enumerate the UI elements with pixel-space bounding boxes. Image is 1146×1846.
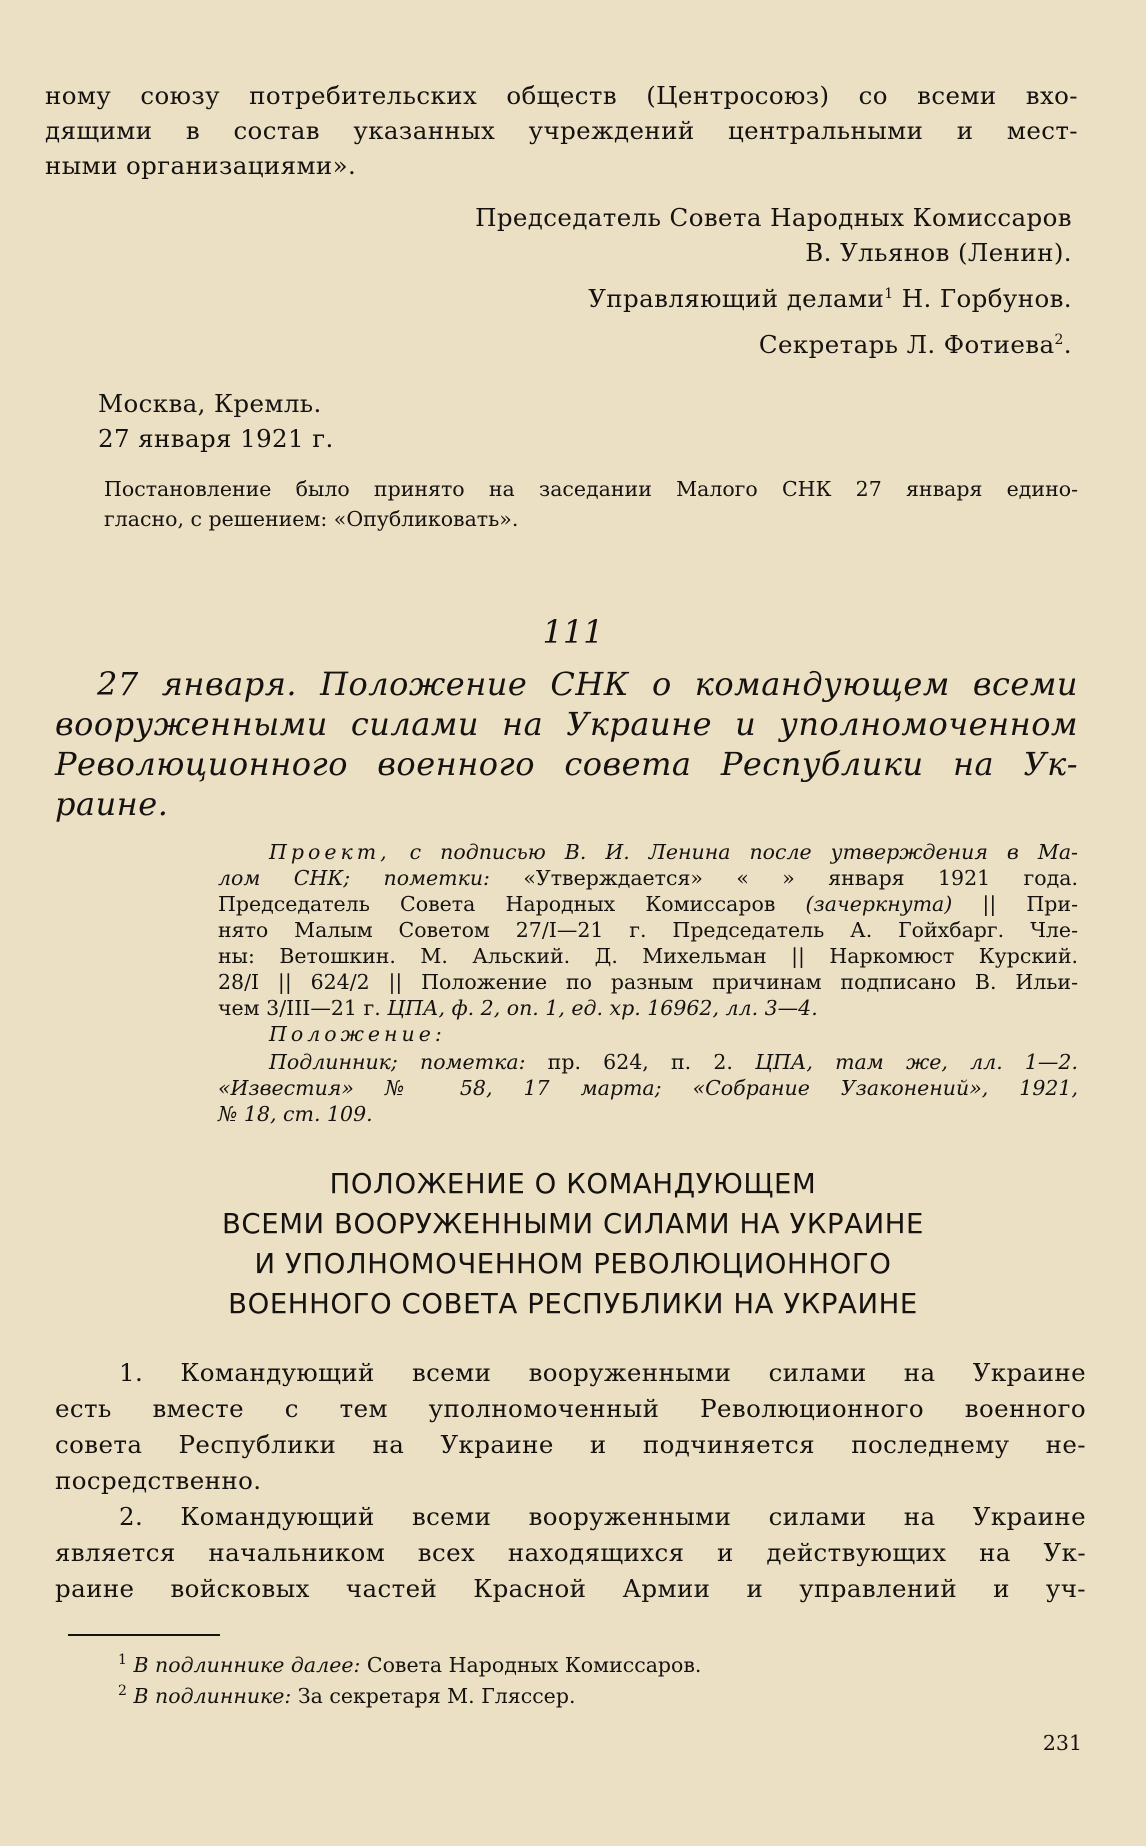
footnote-2-text: За секретаря М. Гляссер. xyxy=(291,1683,576,1708)
source-line-2 xyxy=(218,866,1078,890)
doc-title-line-4: раине. xyxy=(55,785,169,823)
chairman-title: Председатель Совета Народных Комиссаров xyxy=(475,203,1072,232)
manager-name: Н. Горбунов. xyxy=(901,284,1072,313)
source-line-7-ital: ЦПА, ф. 2, оп. 1, ед. хр. 16962, лл. 3—4. xyxy=(387,996,818,1020)
body-p1-line-3: совета Республики на Украине и подчиняется последнему не- xyxy=(55,1430,1086,1459)
footnote-1-ital: В подлиннике далее: xyxy=(133,1652,361,1677)
body-p2-line-1: 2. Командующий всеми вооруженными силами на Украине xyxy=(119,1502,1086,1531)
source-line-9 xyxy=(269,1050,1078,1074)
continuation-line-1: ному союзу потребительских обществ (Центросоюз) со всеми вхо- xyxy=(45,81,1078,110)
secretary-signature xyxy=(759,330,1072,359)
doc-title-line-2: вооруженными силами на Украине и уполномоченном xyxy=(55,705,1078,743)
secretary-text: Секретарь Л. Фотиева xyxy=(758,330,1055,359)
page-number: 231 xyxy=(1042,1731,1082,1755)
continuation-line-2: дящими в состав указанных учреждений центральными и мест- xyxy=(45,116,1078,145)
source-line-9-b: пр. 624, п. 2. xyxy=(525,1050,756,1074)
footnote-2 xyxy=(118,1683,575,1708)
manager-title: Управляющий делами xyxy=(588,284,885,313)
body-p2-line-2: является начальником всех находящихся и действующих на Ук- xyxy=(55,1538,1086,1567)
source-line-3-a: Председатель Совета Народных Комиссаров xyxy=(218,892,806,916)
footnote-2-ital: В подлиннике: xyxy=(133,1683,292,1708)
source-line-2-ital: лом СНК; пометки: xyxy=(218,866,490,890)
source-line-8: Положение: xyxy=(269,1022,446,1046)
caps-title-line-1: ПОЛОЖЕНИЕ О КОМАНДУЮЩЕМ xyxy=(329,1168,817,1200)
footnote-1-text: Совета Народных Комиссаров. xyxy=(360,1652,702,1677)
source-line-2-rest: «Утверждается» « » января 1921 года. xyxy=(489,866,1078,890)
body-p1-line-4: посредственно. xyxy=(55,1466,262,1495)
caps-title-line-2: ВСЕМИ ВООРУЖЕННЫМИ СИЛАМИ НА УКРАИНЕ xyxy=(221,1208,925,1240)
source-line-9-ital-c: ЦПА, там же, лл. 1—2. xyxy=(755,1050,1078,1074)
source-line-10: «Известия» № 58, 17 марта; «Собрание Узаконений», 1921, xyxy=(218,1076,1078,1100)
source-line-3-b: || При- xyxy=(952,892,1078,916)
doc-title-line-1: 27 января. Положение СНК о командующем всеми xyxy=(97,665,1078,703)
source-project-label: Проект, xyxy=(269,840,391,864)
body-p1-line-1: 1. Командующий всеми вооруженными силами на Украине xyxy=(119,1358,1086,1387)
source-line-6: 28/I || 624/2 || Положение по разным причинам подписано В. Ильи- xyxy=(218,970,1078,994)
doc-number: 111 xyxy=(542,613,604,651)
caps-title-line-3: И УПОЛНОМОЧЕННОМ РЕВОЛЮЦИОННОГО xyxy=(254,1248,892,1280)
manager-signature xyxy=(588,284,1072,313)
source-line-3-ital: (зачеркнута) xyxy=(805,892,953,916)
footnote-1-num: 1 xyxy=(118,1652,127,1668)
chairman-name: В. Ульянов (Ленин). xyxy=(805,238,1072,267)
continuation-line-3: ными организациями». xyxy=(45,151,357,180)
caps-title-line-4: ВОЕННОГО СОВЕТА РЕСПУБЛИКИ НА УКРАИНЕ xyxy=(228,1288,918,1320)
source-line-9-ital-a: Подлинник; пометка: xyxy=(269,1050,526,1074)
doc-title-line-3: Революционного военного совета Республики на Ук- xyxy=(55,745,1078,783)
note-line-1: Постановление было принято на заседании Малого СНК 27 января едино- xyxy=(104,477,1078,501)
note-line-2: гласно, с решением: «Опубликовать». xyxy=(104,507,519,531)
source-line-1-rest: с подписью В. И. Ленина после утверждения в Ма- xyxy=(390,840,1078,864)
date: 27 января 1921 г. xyxy=(98,424,334,453)
source-line-7-a: чем 3/III—21 г. xyxy=(218,996,388,1020)
body-p2-line-3: раине войсковых частей Красной Армии и управлений и уч- xyxy=(55,1574,1086,1603)
footnote-2-num: 2 xyxy=(118,1683,127,1699)
footnote-ref-1: 1 xyxy=(884,285,894,302)
source-line-4: нято Малым Советом 27/I—21 г. Председатель А. Гойхбарг. Чле- xyxy=(218,918,1078,942)
source-line-11: № 18, ст. 109. xyxy=(218,1102,373,1126)
source-line-1 xyxy=(269,840,1078,864)
source-line-3 xyxy=(218,892,1078,916)
footnote-ref-2: 2 xyxy=(1054,331,1064,348)
place: Москва, Кремль. xyxy=(98,389,322,418)
body-p1-line-2: есть вместе с тем уполномоченный Революционного военного xyxy=(55,1394,1086,1423)
footnote-divider xyxy=(68,1634,220,1636)
source-line-5: ны: Ветошкин. М. Альский. Д. Михельман || Наркомюст Курский. xyxy=(218,944,1078,968)
source-line-7 xyxy=(218,996,818,1020)
secretary-end: . xyxy=(1063,330,1072,359)
footnote-1 xyxy=(118,1652,701,1677)
